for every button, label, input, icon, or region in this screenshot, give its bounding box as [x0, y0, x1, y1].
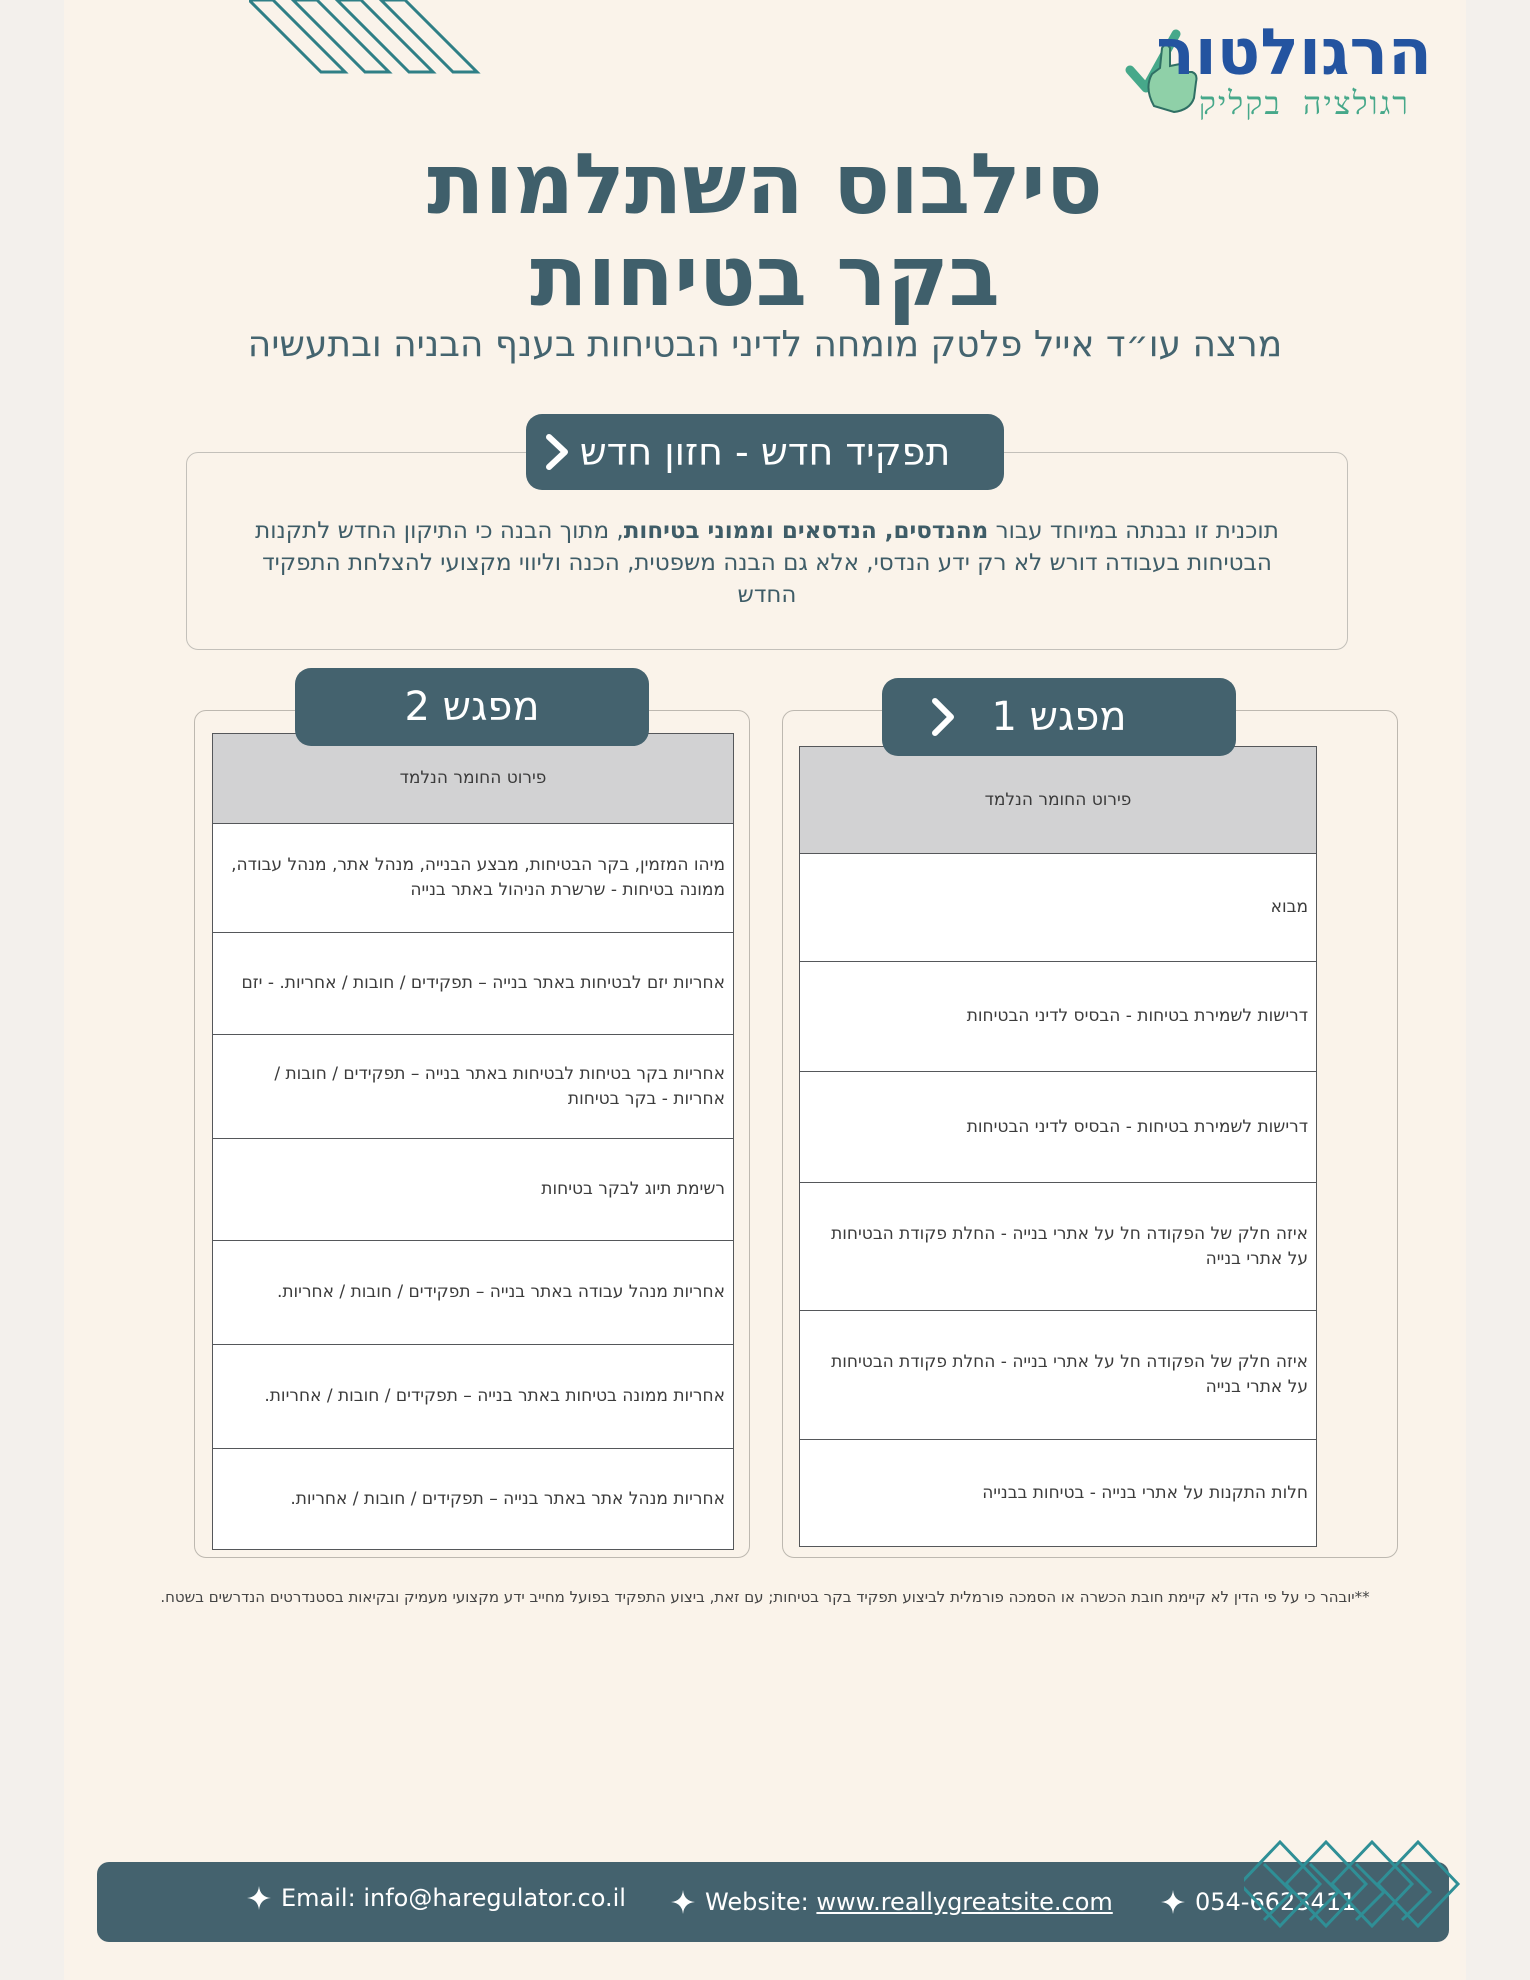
meeting1-badge [882, 678, 1236, 756]
table-row [213, 824, 734, 933]
intro-text-bold: מהנדסים, הנדסאים וממוני בטיחות [623, 518, 989, 544]
contact-website [671, 1888, 1113, 1916]
table-row [800, 1183, 1317, 1311]
page-subtitle: מרצה עו״ד אייל פלטק מומחה לדיני הבטיחות בענף הבניה ובתעשיה [247, 324, 1283, 365]
diagonal-lines-decoration [249, 0, 529, 80]
table-row [800, 747, 1317, 854]
table-cell: אחריות בקר בטיחות לבטיחות באתר בנייה – תפקידים / חובות / אחריות - בקר בטיחות [213, 1035, 734, 1139]
intro-heading-badge [526, 414, 1004, 490]
page-title-line2: בקר בטיחות [530, 227, 1000, 325]
chevron-right-icon [544, 434, 570, 470]
phone-number[interactable]: 054-6623411 [1195, 1888, 1357, 1916]
meeting2-badge [295, 668, 649, 746]
table-row [213, 1139, 734, 1241]
meeting2-label: מפגש 2 [404, 684, 540, 730]
table-cell: אחריות ממונה בטיחות באתר בנייה – תפקידים / חובות / אחריות. [213, 1345, 734, 1449]
page-title-line1: סילבוס השתלמות [427, 135, 1103, 233]
meeting1-label: מפגש 1 [991, 694, 1127, 740]
meeting2-table [212, 733, 734, 1550]
sparkle-icon [247, 1886, 271, 1910]
meeting1-table [799, 746, 1317, 1547]
table-cell: אחריות יזם לבטיחות באתר בנייה – תפקידים / חובות / אחריות. - יזם [213, 933, 734, 1035]
footnote: **יובהר כי על פי הדין לא קיימת חובת הכשרה או הסמכה פורמלית לביצוע תפקיד בקר בטיחות; עם זאת, ביצוע התפקיד בפועל מחייב ידע מקצועי מעמיק ובקיאות בסטנדרטים הנדרשים בשטח. [160, 1588, 1370, 1606]
brand-logo [1106, 16, 1466, 132]
table-cell: דרישות לשמירת בטיחות - הבסיס לדיני הבטיחות [800, 1072, 1317, 1183]
table-row [213, 1035, 734, 1139]
table-row [800, 1311, 1317, 1440]
table-cell: אחריות מנהל אתר באתר בנייה – תפקידים / חובות / אחריות. [213, 1449, 734, 1550]
table-cell: איזה חלק של הפקודה חל על אתרי בנייה - החלת פקודת הבטיחות על אתרי בנייה [800, 1311, 1317, 1440]
table-cell: מיהו המזמין, בקר הבטיחות, מבצע הבנייה, מנהל אתר, מנהל עבודה, ממונה בטיחות - שרשרת הניהול באתר בנייה [213, 824, 734, 933]
table-row [213, 1241, 734, 1345]
table-row [800, 854, 1317, 962]
intro-heading: תפקיד חדש - חזון חדש [579, 430, 951, 474]
email-label: Email: [281, 1884, 356, 1912]
table-row [213, 933, 734, 1035]
sparkle-icon [1161, 1890, 1185, 1914]
intro-text-prefix: תוכנית זו נבנתה במיוחד עבור [988, 518, 1279, 544]
table-cell: איזה חלק של הפקודה חל על אתרי בנייה - החלת פקודת הבטיחות על אתרי בנייה [800, 1183, 1317, 1311]
meeting2-table-header: פירוט החומר הנלמד [213, 734, 734, 824]
table-row [800, 1440, 1317, 1547]
table-row [800, 1072, 1317, 1183]
brand-name: הרגולטור [1156, 16, 1432, 90]
intro-text [237, 515, 1297, 611]
website-link[interactable]: www.reallygreatsite.com [816, 1888, 1113, 1916]
table-row [213, 1449, 734, 1550]
table-row [800, 962, 1317, 1072]
diamond-chevrons-decoration [1244, 1834, 1464, 1954]
table-cell: רשימת תיוג לבקר בטיחות [213, 1139, 734, 1241]
table-row [213, 734, 734, 824]
table-cell: חלות התקנות על אתרי בנייה - בטיחות בבנייה [800, 1440, 1317, 1547]
email-link[interactable]: info@haregulator.co.il [363, 1884, 626, 1912]
sparkle-icon [671, 1890, 695, 1914]
chevron-right-icon [930, 698, 956, 736]
table-cell: דרישות לשמירת בטיחות - הבסיס לדיני הבטיחות [800, 962, 1317, 1072]
contact-email [247, 1884, 626, 1912]
intro-text-suffix: , מתוך הבנה כי התיקון החדש לתקנות הבטיחות בעבודה דורש לא רק ידע הנדסי, אלא גם הבנה משפטית, הכנה וליווי מקצועי להצלחת התפקיד החדש [255, 518, 1272, 608]
brand-tagline: רגולציה בקליק [1198, 84, 1410, 122]
website-label: Website: [705, 1888, 809, 1916]
page [64, 0, 1466, 1980]
table-cell: אחריות מנהל עבודה באתר בנייה – תפקידים / חובות / אחריות. [213, 1241, 734, 1345]
table-cell: מבוא [800, 854, 1317, 962]
meeting1-table-header: פירוט החומר הנלמד [800, 747, 1317, 854]
table-row [213, 1345, 734, 1449]
